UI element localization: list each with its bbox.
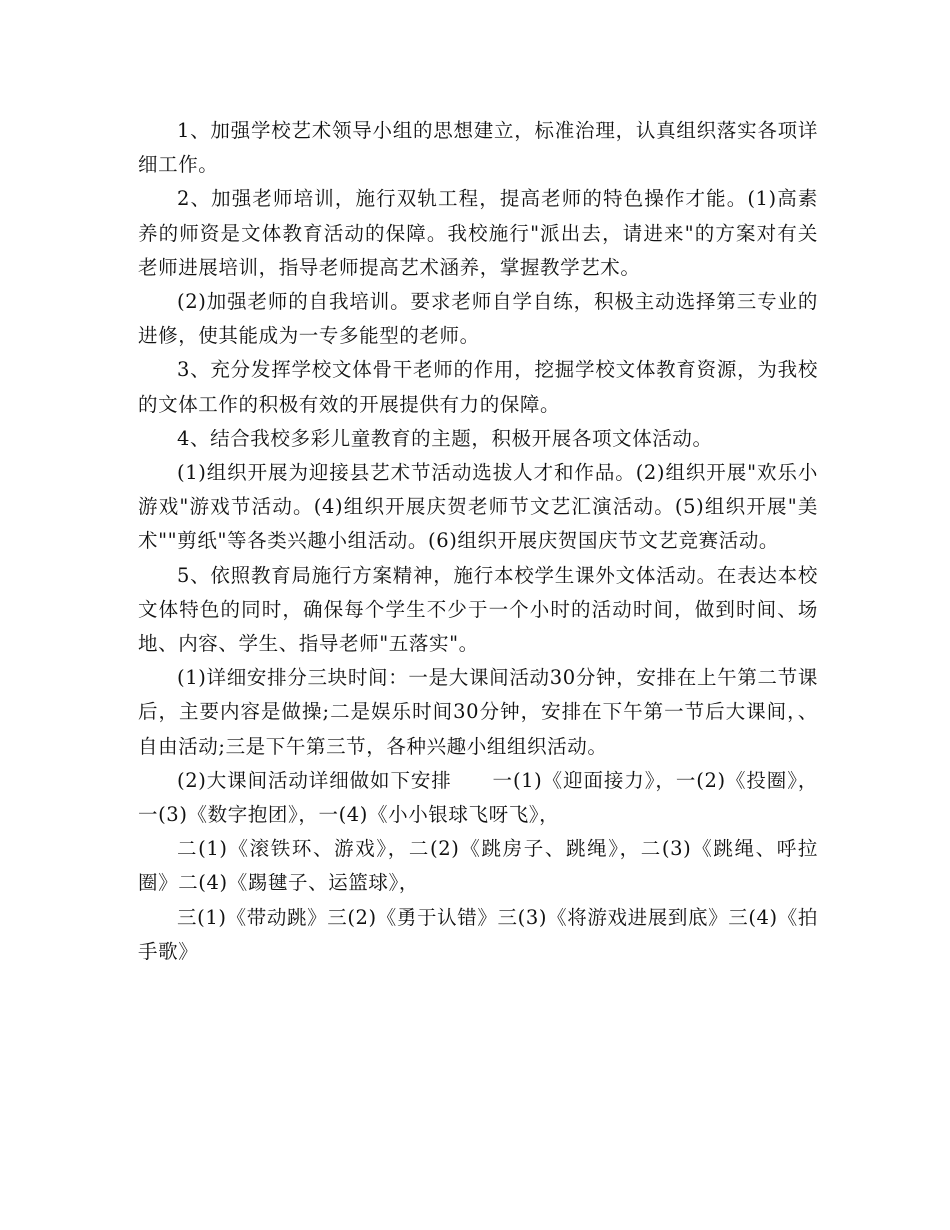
paragraph-7: 5、依照教育局施行方案精神，施行本校学生课外文体活动。在表达本校文体特色的同时，确保每个学生不少于一个小时的活动时间，做到时间、场地、内容、学生、指导老师"五落实"。 xyxy=(138,563,818,656)
paragraph-2: 2、加强老师培训，施行双轨工程，提高老师的特色操作才能。(1)高素养的师资是文体教育活动的保障。我校施行"派出去，请进来"的方案对有关老师进展培训，指导老师提高艺术涵养，掌握教学艺术。 xyxy=(138,187,818,279)
paragraph-9: (2)大课间活动详细做如下安排 一(1)《迎面接力》，一(2)《投圈》，一(3)《数字抱团》，一(4)《小小银球飞呀飞》， xyxy=(138,768,818,827)
paragraph-10: 二(1)《滚铁环、游戏》，二(2)《跳房子、跳绳》，二(3)《跳绳、呼拉圈》二(4)《踢毽子、运篮球》， xyxy=(138,837,818,895)
paragraph-8: (1)详细安排分三块时间：一是大课间活动30分钟，安排在上午第二节课后，主要内容是做操;二是娱乐时间30分钟，安排在下午第一节后大课间，、自由活动;三是下午第三节，各种兴趣小组组织活动。 xyxy=(138,666,818,758)
paragraph-1: 1、加强学校艺术领导小组的思想建立，标准治理，认真组织落实各项详细工作。 xyxy=(138,119,818,177)
document-body xyxy=(138,114,818,969)
paragraph-4: 3、充分发挥学校文体骨干老师的作用，挖掘学校文体教育资源，为我校的文体工作的积极有效的开展提供有力的保障。 xyxy=(138,358,818,416)
paragraph-6: (1)组织开展为迎接县艺术节活动选拔人才和作品。(2)组织开展"欢乐小游戏"游戏节活动。(4)组织开展庆贺老师节文艺汇演活动。(5)组织开展"美术""剪纸"等各类兴趣小组活动。(6)组织开展庆贺国庆节文艺竞赛活动。 xyxy=(138,461,818,553)
paragraph-11: 三(1)《带动跳》三(2)《勇于认错》三(3)《将游戏进展到底》三(4)《拍手歌》 xyxy=(138,905,818,963)
paragraph-3: (2)加强老师的自我培训。要求老师自学自练，积极主动选择第三专业的进修，使其能成为一专多能型的老师。 xyxy=(138,290,818,348)
paragraph-5: 4、结合我校多彩儿童教育的主题，积极开展各项文体活动。 xyxy=(177,426,713,450)
